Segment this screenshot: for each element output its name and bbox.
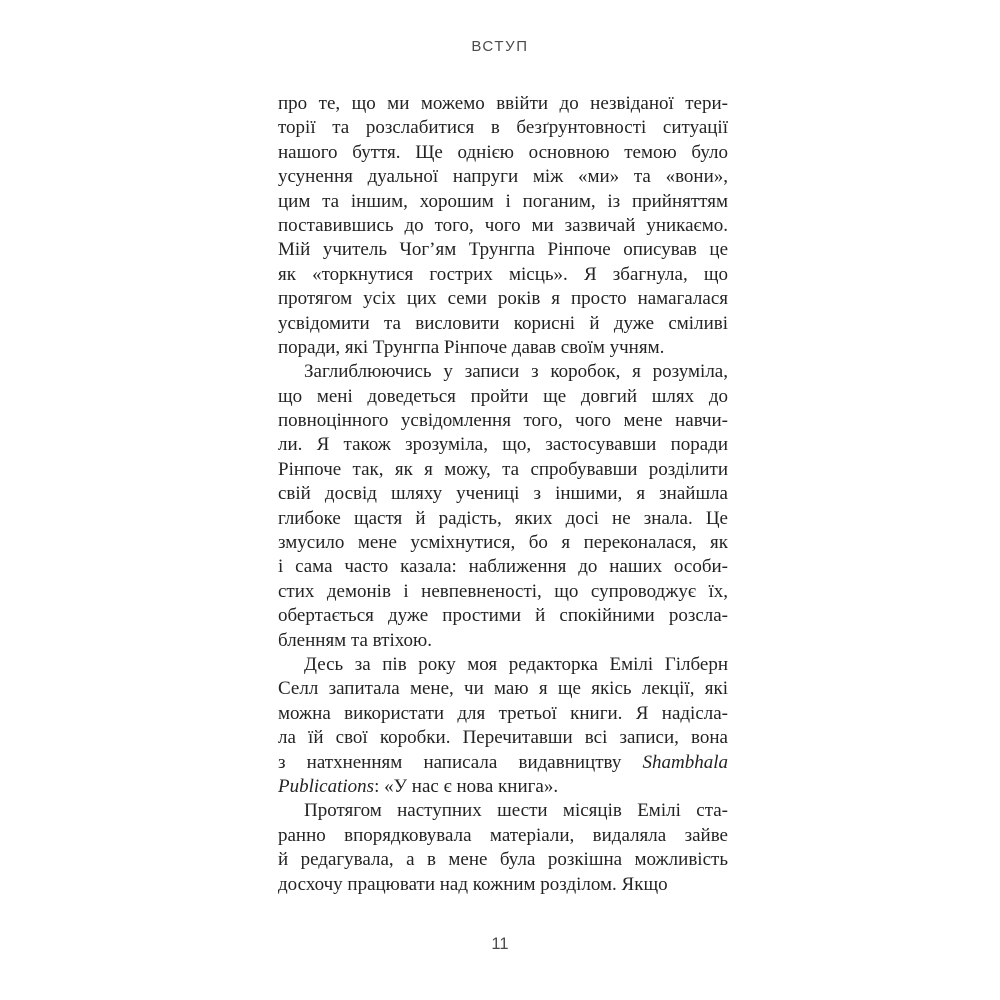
text-line: [278, 531, 728, 555]
text-segment: Заглиблюючись у записи з коробок, я розуміла,: [304, 361, 728, 383]
text-line: [278, 677, 728, 701]
text-line: [278, 263, 728, 287]
text-segment: : «У нас є нова книга».: [374, 775, 559, 797]
text-segment: ранно впорядковувала матеріали, видаляла зайве: [278, 824, 728, 846]
text-segment: нашого буття. Ще однією основною темою було: [278, 141, 728, 163]
text-segment: обертається дуже простими й спокійними розсла-: [278, 605, 728, 627]
italic-text: Shambhala: [642, 751, 728, 773]
text-segment: змусило мене усміхнутися, бо я переконалася, як: [278, 532, 728, 554]
text-segment: Рінпоче так, як я можу, та спробувавши розділити: [278, 458, 728, 480]
text-segment: цим та іншим, хорошим і поганим, із прийняттям: [278, 190, 728, 212]
text-segment: протягом усіх цих семи років я просто намагалася: [278, 288, 728, 310]
text-line: [278, 165, 728, 189]
text-segment: Протягом наступних шести місяців Емілі ста-: [304, 800, 728, 822]
paragraph: [278, 653, 728, 799]
text-line: [278, 360, 728, 384]
text-line: [278, 580, 728, 604]
text-line: [278, 799, 728, 823]
text-segment: можна використати для третьої книги. Я надісла-: [278, 702, 728, 724]
text-segment: досхочу працювати над кожним розділом. Якщо: [278, 873, 668, 895]
text-line: [278, 116, 728, 140]
text-line: [278, 775, 728, 799]
text-line: [278, 604, 728, 628]
text-line: [278, 653, 728, 677]
text-segment: ли. Я також зрозуміла, що, застосувавши поради: [278, 434, 728, 456]
text-segment: поради, які Трунгпа Рінпоче давав своїм учням.: [278, 336, 665, 358]
text-segment: бленням та втіхою.: [278, 629, 432, 651]
text-segment: свій досвід шляху учениці з іншими, я знайшла: [278, 483, 728, 505]
text-segment: як «торкнутися гострих місць». Я збагнула, що: [278, 263, 728, 285]
text-line: [278, 458, 728, 482]
text-segment: і сама часто казала: наближення до наших особи-: [278, 556, 728, 578]
text-line: [278, 629, 728, 653]
text-segment: усвідомити та висловити корисні й дуже сміливі: [278, 312, 728, 334]
paragraph: [278, 799, 728, 897]
text-line: [278, 824, 728, 848]
text-line: [278, 555, 728, 579]
text-line: [278, 141, 728, 165]
text-segment: з натхненням написала видавництву: [278, 751, 643, 773]
paragraph: [278, 92, 728, 360]
text-line: [278, 433, 728, 457]
text-segment: стих демонів і невпевненості, що супроводжує їх,: [278, 580, 728, 602]
text-line: [278, 482, 728, 506]
text-line: [278, 214, 728, 238]
text-line: [278, 92, 728, 116]
text-segment: поставившись до того, чого ми зазвичай уникаємо.: [278, 214, 728, 236]
running-header: ВСТУП: [471, 38, 529, 55]
text-line: [278, 726, 728, 750]
text-column: [278, 92, 728, 897]
text-line: [278, 409, 728, 433]
text-line: [278, 385, 728, 409]
text-segment: Десь за пів року моя редакторка Емілі Гілберн: [304, 653, 728, 675]
text-line: [278, 702, 728, 726]
text-line: [278, 312, 728, 336]
italic-text: Publications: [278, 775, 375, 797]
text-line: [278, 190, 728, 214]
text-segment: усунення дуальної напруги між «ми» та «вони»,: [278, 166, 728, 188]
text-line: [278, 873, 728, 897]
text-line: [278, 238, 728, 262]
text-segment: ла їй свої коробки. Перечитавши всі записи, вона: [278, 727, 728, 749]
text-segment: про те, що ми можемо ввійти до незвіданої тери-: [278, 93, 728, 114]
text-line: [278, 751, 728, 775]
text-segment: Селл запитала мене, чи маю я ще якісь лекції, які: [278, 678, 728, 700]
text-segment: що мені доведеться пройти ще довгий шлях до: [278, 385, 728, 407]
text-line: [278, 848, 728, 872]
text-line: [278, 336, 728, 360]
text-segment: повноцінного усвідомлення того, чого мене навчи-: [278, 410, 728, 432]
text-segment: торії та розслабитися в безґрунтовності ситуації: [278, 117, 728, 139]
text-line: [278, 287, 728, 311]
text-segment: й редагувала, а в мене була розкішна можливість: [278, 849, 728, 871]
text-segment: глибоке щастя й радість, яких досі не знала. Це: [278, 507, 728, 529]
text-line: [278, 507, 728, 531]
paragraph: [278, 360, 728, 653]
text-segment: Мій учитель Чог’ям Трунгпа Рінпоче описував це: [278, 239, 728, 261]
page-number: 11: [491, 935, 509, 953]
